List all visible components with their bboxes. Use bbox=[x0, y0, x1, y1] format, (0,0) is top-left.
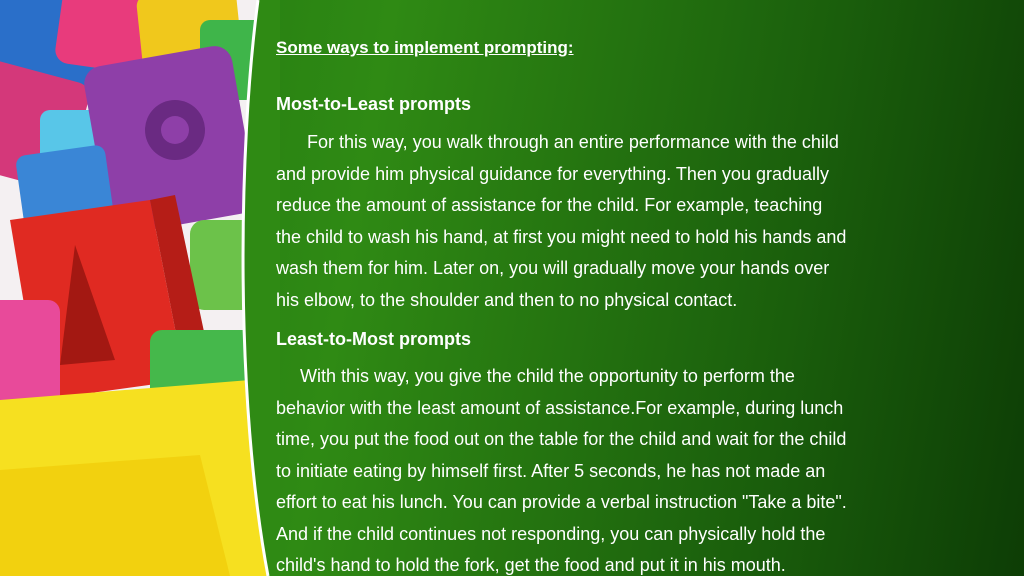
text-line: his elbow, to the shoulder and then to no physical contact. bbox=[276, 289, 738, 310]
alphabet-blocks-image bbox=[0, 0, 280, 576]
section-title-most-to-least: Most-to-Least prompts bbox=[276, 94, 471, 114]
text-line: time, you put the food out on the table for the child and wait for the child bbox=[276, 429, 847, 449]
text-line: child's hand to hold the fork, get the food and put it in his mouth. bbox=[276, 555, 786, 575]
text-line: effort to eat his lunch. You can provide a verbal instruction "Take a bite". bbox=[276, 492, 847, 512]
text-line: to initiate eating by himself first. After 5 seconds, he has not made an bbox=[276, 460, 826, 481]
section-title-least-to-most: Least-to-Most prompts bbox=[276, 329, 471, 349]
text-line: wash them for him. Later on, you will gradually move your hands over bbox=[276, 258, 830, 278]
text-content bbox=[276, 0, 1011, 576]
text-line: And if the child continues not responding, you can physically hold the bbox=[276, 523, 826, 544]
text-line: With this way, you give the child the opportunity to perform the bbox=[300, 366, 795, 386]
alphabet-blocks-illustration bbox=[0, 0, 280, 576]
text-line: behavior with the least amount of assistance.For example, during lunch bbox=[276, 397, 844, 418]
slide-heading: Some ways to implement prompting: bbox=[276, 38, 574, 57]
section-body-least-to-most bbox=[276, 361, 1006, 576]
text-line: and provide him physical guidance for everything. Then you gradually bbox=[276, 163, 829, 184]
section-body-most-to-least bbox=[276, 127, 1006, 316]
text-line: the child to wash his hand, at first you might need to hold his hands and bbox=[276, 226, 847, 247]
text-line: For this way, you walk through an entire performance with the child bbox=[307, 132, 839, 152]
text-line: reduce the amount of assistance for the child. For example, teaching bbox=[276, 195, 823, 215]
